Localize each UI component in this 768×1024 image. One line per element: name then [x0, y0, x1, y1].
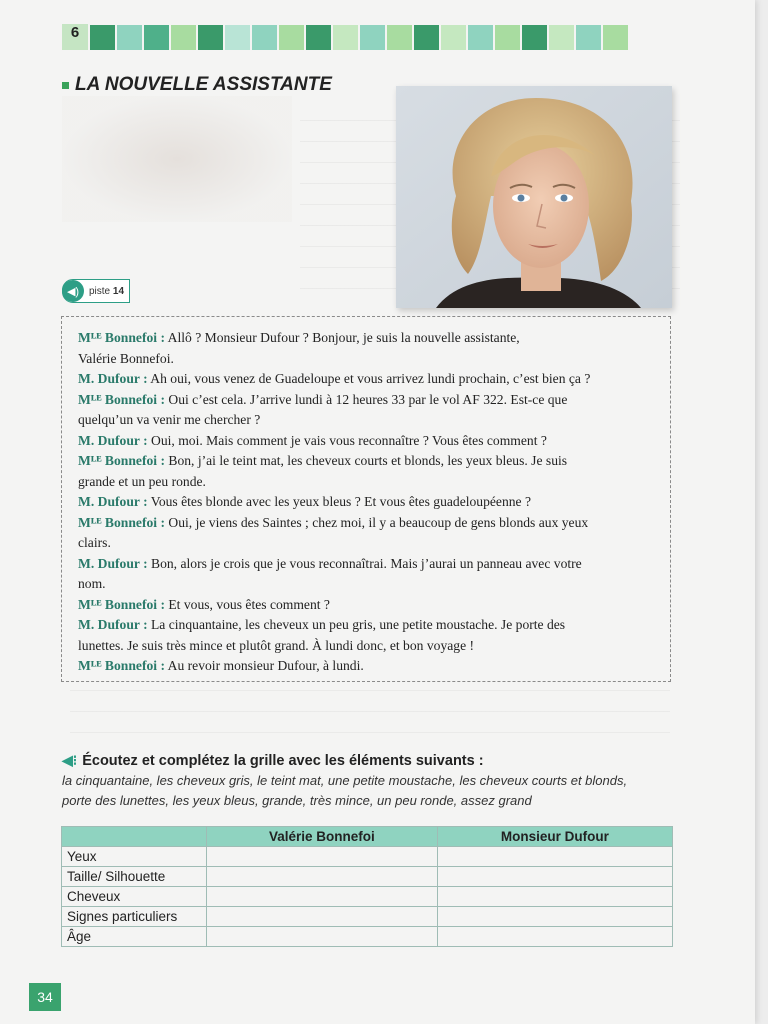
dialogue-line — [78, 390, 656, 411]
speaker-name: Mᴸᴱ Bonnefoi : — [78, 453, 165, 468]
dialogue-text: Et vous, vous êtes comment ? — [164, 596, 330, 612]
grid-row-label: Cheveux — [62, 887, 207, 907]
dialogue-line — [78, 656, 656, 677]
section-title-text: LA NOUVELLE ASSISTANTE — [75, 74, 332, 95]
header-square — [306, 25, 331, 50]
header-square — [90, 25, 115, 50]
portrait-photo — [396, 86, 672, 308]
ghost-lines — [70, 690, 670, 750]
speaker-name: Mᴸᴱ Bonnefoi : — [78, 596, 165, 612]
dialogue-text: Vous êtes blonde avec les yeux bleus ? Et vous êtes guadeloupéenne ? — [147, 494, 532, 509]
speaker-name: M. Dufour : — [78, 555, 148, 571]
dialogue-line — [78, 554, 656, 575]
grid-row-label: Yeux — [62, 847, 207, 867]
dialogue-line — [78, 533, 656, 554]
dialogue-text: Bon, alors je crois que je vous reconnaîtrai. Mais j’aurai un panneau avec votre — [147, 555, 582, 571]
dialogue-line — [78, 349, 656, 370]
dialogue-line — [78, 369, 656, 390]
dialogue-line — [78, 615, 656, 636]
grid-row — [62, 907, 673, 927]
speaker-name: Mᴸᴱ Bonnefoi : — [78, 391, 165, 407]
dialogue-text: Allô ? Monsieur Dufour ? Bonjour, je suis la nouvelle assistante, — [164, 330, 520, 345]
exercise-items — [62, 771, 682, 811]
dialogue-text: Oui c’est cela. J’arrive lundi à 12 heures 33 par le vol AF 322. Est-ce que — [164, 391, 568, 407]
exercise-items-line: la cinquantaine, les cheveux gris, le teint mat, une petite moustache, les cheveux courts et blonds, — [62, 773, 628, 788]
exercise-title-text: Écoutez et complétez la grille avec les éléments suivants : — [82, 752, 484, 769]
dialogue-text: grande et un peu ronde. — [78, 473, 206, 489]
header-square — [441, 25, 466, 50]
grid-row — [62, 887, 673, 907]
header-square — [495, 25, 520, 50]
dialogue-text: Oui, je viens des Saintes ; chez moi, il y a beaucoup de gens blonds aux yeux — [164, 514, 589, 530]
grid-row — [62, 847, 673, 867]
dialogue-text: Valérie Bonnefoi. — [78, 350, 174, 366]
grid-cell-bonnefoi[interactable] — [207, 867, 438, 887]
header-square — [198, 25, 223, 50]
dialogue-line — [78, 472, 656, 493]
grid-cell-bonnefoi[interactable] — [207, 907, 438, 927]
grid-row-label: Signes particuliers — [62, 907, 207, 927]
dialogue-text: La cinquantaine, les cheveux un peu gris, une petite moustache. Je porte des — [147, 617, 566, 632]
dialogue-text: quelqu’un va venir me chercher ? — [78, 412, 261, 427]
header-square — [333, 25, 358, 50]
grid-row-label: Âge — [62, 927, 207, 947]
header-square — [468, 25, 493, 50]
speaker-icon: ◀) — [62, 280, 84, 302]
speaker-name: Mᴸᴱ Bonnefoi : — [78, 330, 165, 345]
grid-cell-bonnefoi[interactable] — [207, 847, 438, 867]
grid-row — [62, 867, 673, 887]
header-square — [360, 25, 385, 50]
exercise-title — [62, 752, 682, 769]
dialogue-line — [78, 636, 656, 657]
dialogue-text: clairs. — [78, 535, 111, 550]
exercise — [62, 752, 682, 811]
speaker-name: Mᴸᴱ Bonnefoi : — [78, 514, 165, 530]
dialogue-text: Oui, moi. Mais comment je vais vous reconnaître ? Vous êtes comment ? — [147, 432, 547, 448]
dialogue-text: lunettes. Je suis très mince et plutôt grand. À lundi donc, et bon voyage ! — [78, 637, 475, 653]
answer-grid — [61, 826, 673, 947]
grid-cell-bonnefoi[interactable] — [207, 887, 438, 907]
grid-cell-bonnefoi[interactable] — [207, 927, 438, 947]
grid-cell-dufour[interactable] — [437, 907, 672, 927]
grid-cell-dufour[interactable] — [437, 927, 672, 947]
page-number: 34 — [29, 983, 61, 1011]
audio-label: piste — [89, 285, 111, 297]
header-square — [144, 25, 169, 50]
grid-header-blank — [62, 827, 207, 847]
audio-track-button[interactable] — [62, 279, 130, 303]
header-square — [576, 25, 601, 50]
header-square — [603, 25, 628, 50]
dialogue-line — [78, 431, 656, 452]
dialogue-text: Ah oui, vous venez de Guadeloupe et vous arrivez lundi prochain, c’est bien ça ? — [147, 371, 591, 386]
dialogue-line — [78, 328, 656, 349]
header-square — [171, 25, 196, 50]
speaker-name: M. Dufour : — [78, 371, 148, 386]
header-square — [414, 25, 439, 50]
dialogue-line — [78, 574, 656, 595]
ghost-image — [62, 96, 292, 222]
dialogue-line — [78, 595, 656, 616]
header-square — [225, 25, 250, 50]
grid-header-bonnefoi: Valérie Bonnefoi — [207, 827, 438, 847]
bullet-icon — [62, 82, 69, 89]
grid-cell-dufour[interactable] — [437, 867, 672, 887]
exercise-items-line: porte des lunettes, les yeux bleus, grande, très mince, un peu ronde, assez grand — [62, 793, 532, 808]
speaker-name: M. Dufour : — [78, 494, 148, 509]
section-title — [62, 74, 332, 96]
grid-cell-dufour[interactable] — [437, 887, 672, 907]
speaker-name: Mᴸᴱ Bonnefoi : — [78, 658, 165, 673]
dialogue-text: Au revoir monsieur Dufour, à lundi. — [164, 658, 364, 673]
grid-header-dufour: Monsieur Dufour — [437, 827, 672, 847]
dialogue-line — [78, 492, 656, 513]
speaker-name: M. Dufour : — [78, 617, 148, 632]
dialogue-text: nom. — [78, 576, 106, 591]
header-square — [279, 25, 304, 50]
header-square — [522, 25, 547, 50]
dialogue-text: Bon, j’ai le teint mat, les cheveux courts et blonds, les yeux bleus. Je suis — [164, 453, 568, 468]
header-square — [387, 25, 412, 50]
dialogue-box — [61, 316, 671, 682]
grid-row — [62, 927, 673, 947]
speaker-icon: ◀⁝ — [62, 752, 78, 768]
header-square — [117, 25, 142, 50]
header-square — [252, 25, 277, 50]
header-squares — [90, 25, 630, 50]
dialogue-line — [78, 410, 656, 431]
unit-number: 6 — [62, 24, 88, 50]
header-square — [549, 25, 574, 50]
grid-row-label: Taille/ Silhouette — [62, 867, 207, 887]
dialogue-line — [78, 513, 656, 534]
audio-track-number: 14 — [112, 285, 125, 297]
grid-cell-dufour[interactable] — [437, 847, 672, 867]
speaker-name: M. Dufour : — [78, 432, 148, 448]
dialogue-line — [78, 451, 656, 472]
